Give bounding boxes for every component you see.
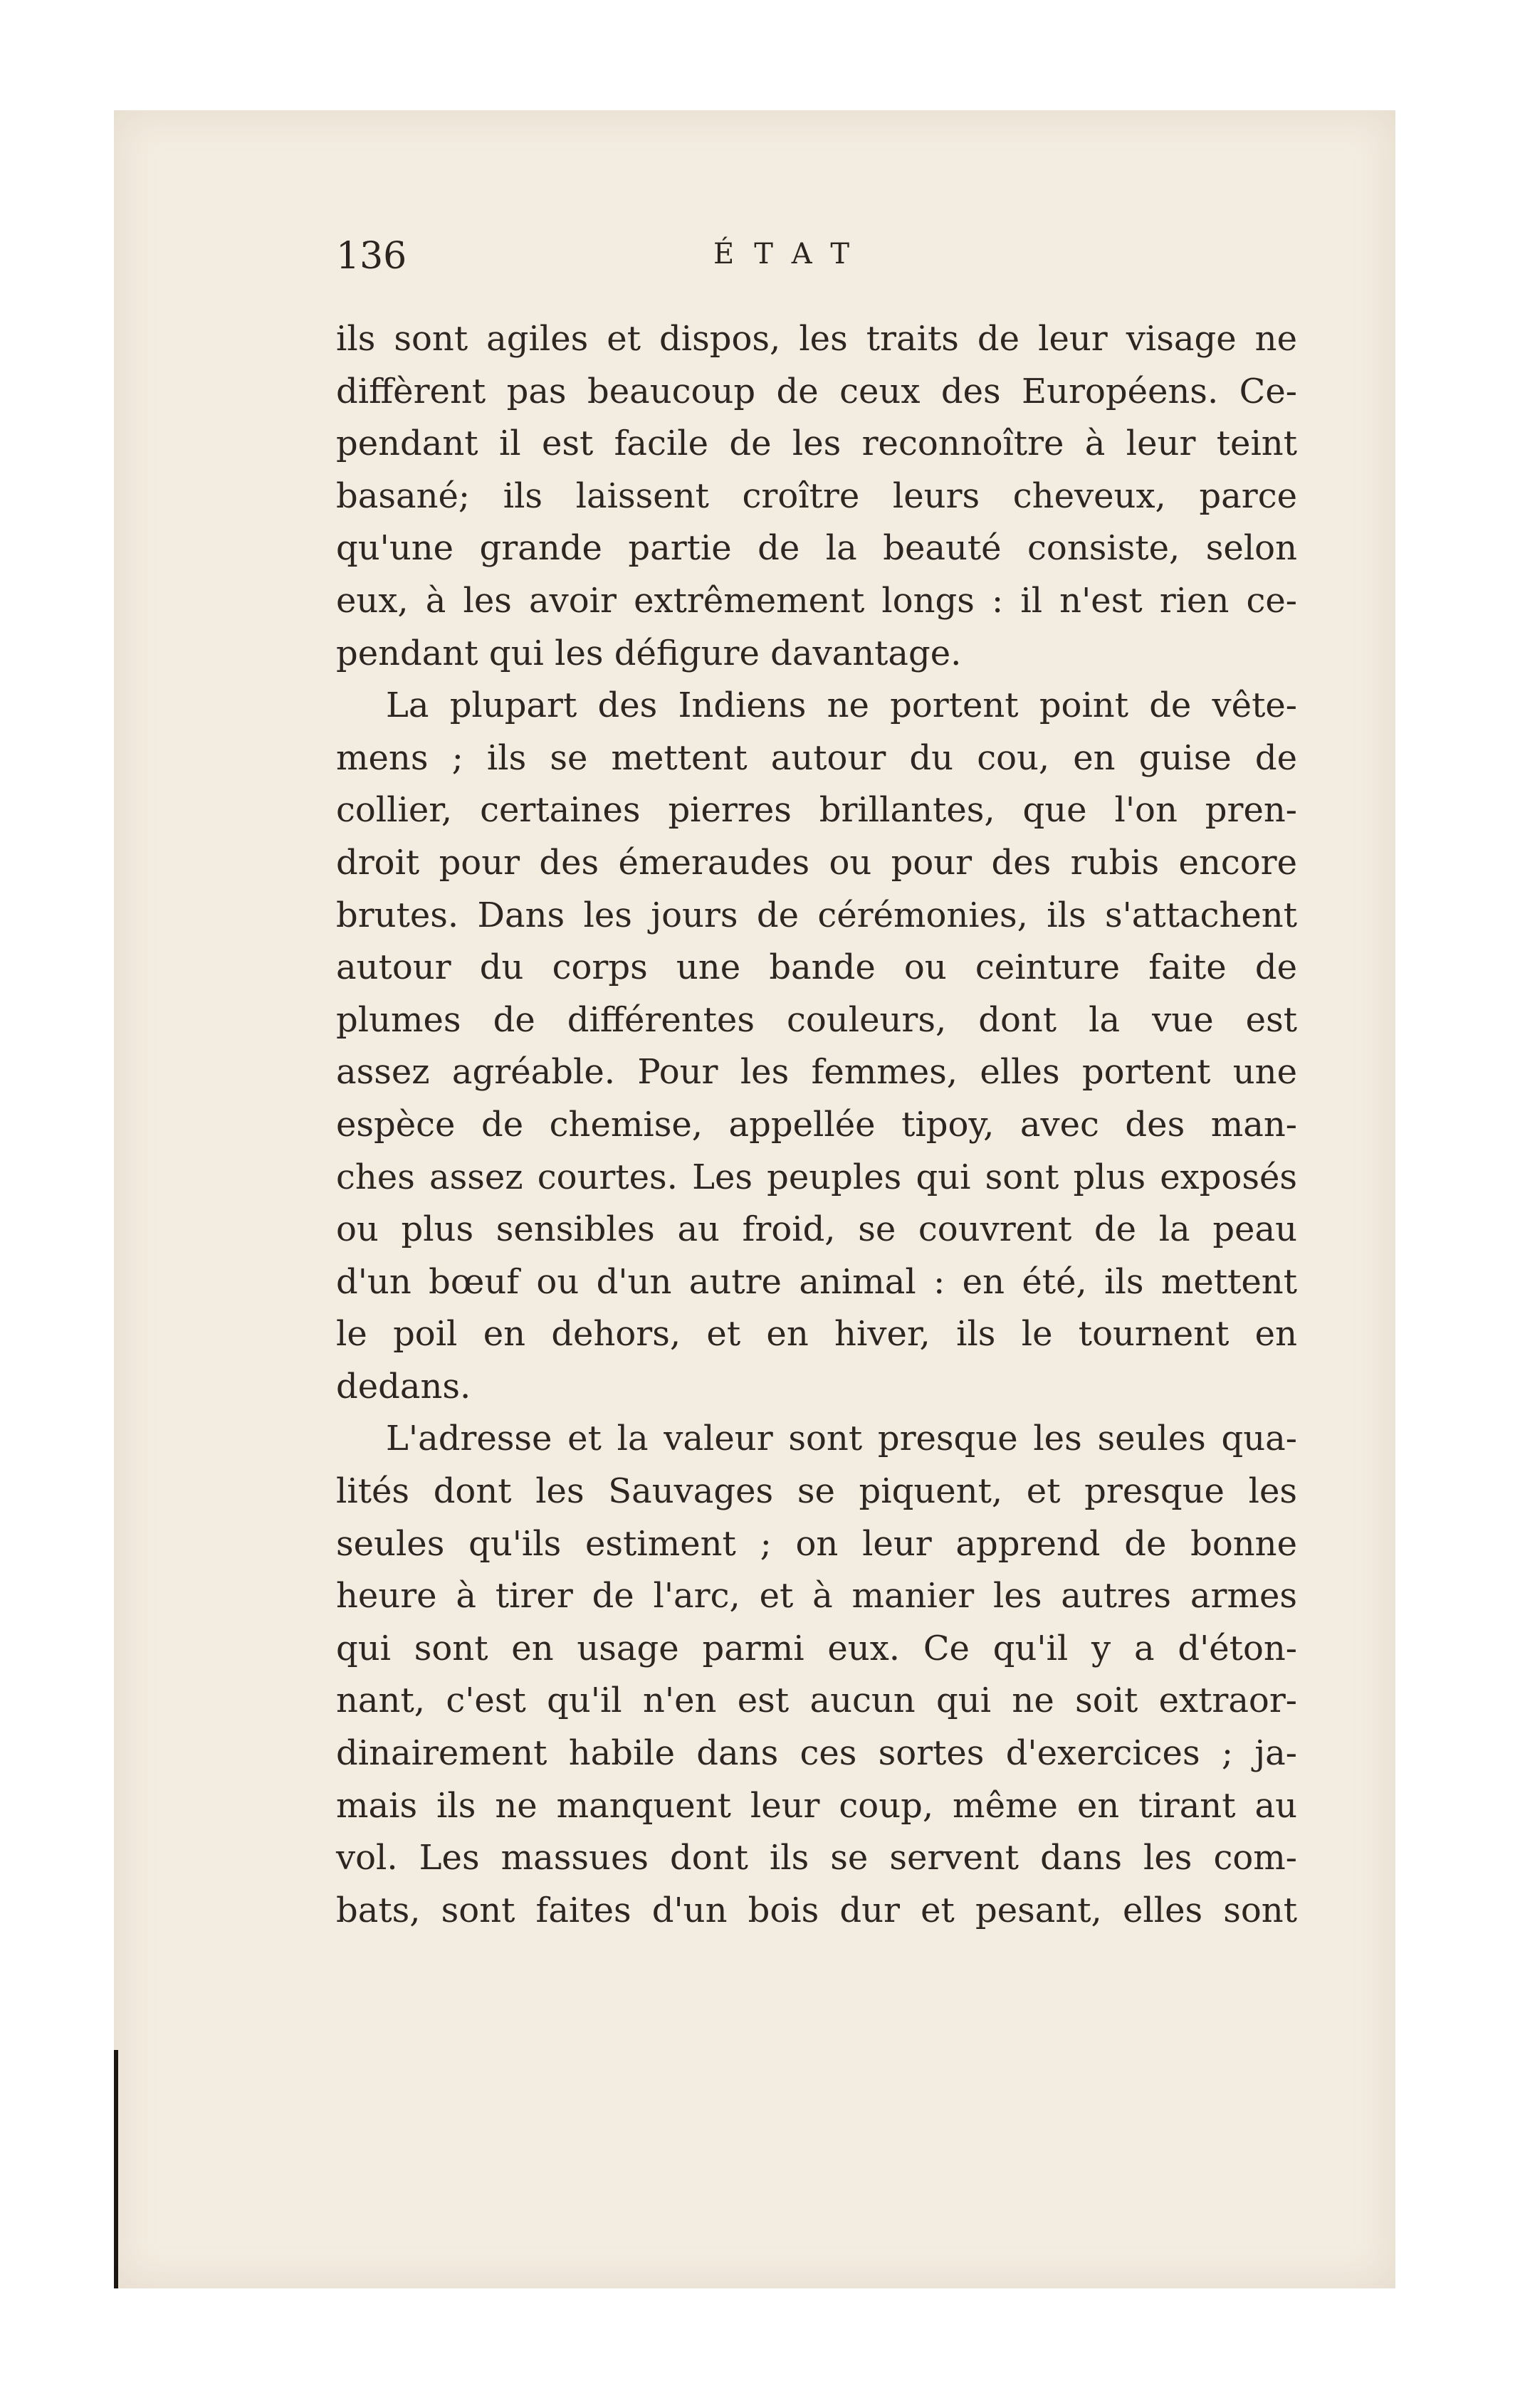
text-line: autour du corps une bande ou ceinture faite de <box>336 947 1297 988</box>
text-line: pendant il est facile de les reconnoître à leur teint <box>336 424 1297 464</box>
text-line: collier, certaines pierres brillantes, que l'on pren- <box>336 790 1297 831</box>
paragraph-start: La plupart des Indiens ne portent point de vête- <box>386 685 1297 726</box>
text-line: plumes de différentes couleurs, dont la vue est <box>336 999 1297 1040</box>
text-line: basané; ils laissent croître leurs cheveux, parce <box>336 475 1297 516</box>
text-line: droit pour des émeraudes ou pour des rubis encore <box>336 842 1297 883</box>
page-number: 136 <box>336 235 407 278</box>
text-line: brutes. Dans les jours de cérémonies, ils s'attachent <box>336 895 1297 935</box>
text-line: mais ils ne manquent leur coup, même en tirant au <box>336 1785 1297 1826</box>
text-line: dedans. <box>336 1366 471 1407</box>
text-line: ou plus sensibles au froid, se couvrent de la peau <box>336 1209 1297 1250</box>
text-line: lités dont les Sauvages se piquent, et presque les <box>336 1471 1297 1512</box>
running-head: ÉTAT <box>713 238 870 270</box>
text-line: bats, sont faites d'un bois dur et pesant, elles sont <box>336 1890 1297 1930</box>
page-edge-shadow <box>114 2050 118 2288</box>
text-line: vol. Les massues dont ils se servent dans les com- <box>336 1838 1297 1878</box>
text-line: eux, à les avoir extrêmement longs : il n'est rien ce- <box>336 580 1297 621</box>
text-line: ils sont agiles et dispos, les traits de leur visage ne <box>336 319 1297 359</box>
text-line: ches assez courtes. Les peuples qui sont plus exposés <box>336 1157 1297 1197</box>
text-line: pendant qui les défigure davantage. <box>336 633 962 673</box>
text-line: dinairement habile dans ces sortes d'exercices ; ja- <box>336 1733 1297 1774</box>
text-line: mens ; ils se mettent autour du cou, en guise de <box>336 737 1297 778</box>
text-line: nant, c'est qu'il n'en est aucun qui ne soit extraor- <box>336 1681 1297 1721</box>
text-line: assez agréable. Pour les femmes, elles portent une <box>336 1052 1297 1093</box>
text-line: heure à tirer de l'arc, et à manier les autres armes <box>336 1576 1297 1616</box>
text-line: d'un bœuf ou d'un autre animal : en été, ils mettent <box>336 1261 1297 1302</box>
paragraph-start: L'adresse et la valeur sont presque les seules qua- <box>386 1419 1297 1459</box>
body-text <box>336 313 1297 1937</box>
text-line: seules qu'ils estiment ; on leur apprend de bonne <box>336 1523 1297 1564</box>
page-header <box>336 235 1319 292</box>
text-line: qu'une grande partie de la beauté consiste, selon <box>336 528 1297 569</box>
text-line: espèce de chemise, appellée tipoy, avec des man- <box>336 1104 1297 1145</box>
text-line: diffèrent pas beaucoup de ceux des Européens. Ce- <box>336 371 1297 411</box>
text-line: qui sont en usage parmi eux. Ce qu'il y a d'éton- <box>336 1628 1297 1668</box>
text-line: le poil en dehors, et en hiver, ils le tournent en <box>336 1314 1297 1355</box>
